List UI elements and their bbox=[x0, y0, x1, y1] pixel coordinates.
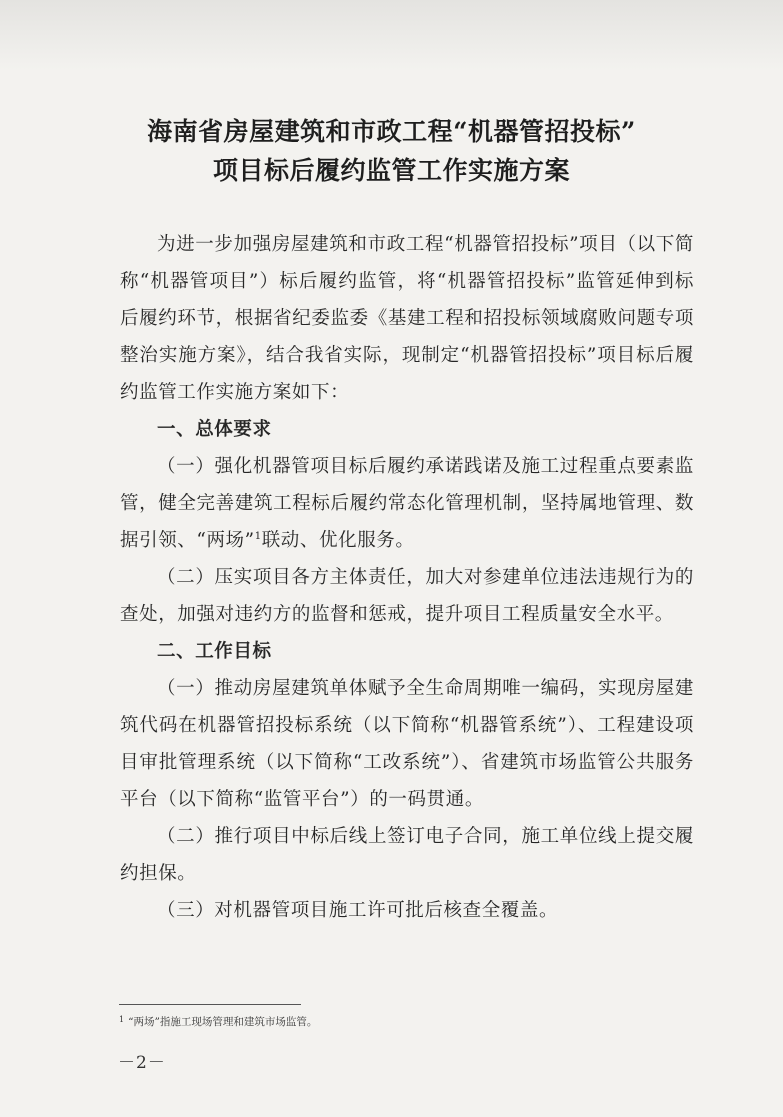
footnote bbox=[119, 1014, 679, 1029]
paragraph-2-2: （二）推行项目中标后线上签订电子合同，施工单位线上提交履约担保。 bbox=[120, 826, 694, 884]
paragraph-1-1 bbox=[120, 448, 694, 559]
footnote-text: “两场”指施工现场管理和建筑市场监管。 bbox=[128, 1016, 318, 1028]
section-heading-overall-requirements: 一、总体要求 bbox=[157, 419, 272, 440]
document-title-line-2: 项目标后履约监管工作实施方案 bbox=[212, 156, 570, 185]
footnote-mark: 1 bbox=[119, 1015, 125, 1024]
intro-paragraph: 为进一步加强房屋建筑和市政工程“机器管招投标”项目（以下简称“机器管项目”）标后履约监管，将“机器管招投标”监管延伸到标后履约环节，根据省纪委监委《基建工程和招投标领域腐败问题专项整治实施方案》，结合我省实际，现制定“机器管招投标”项目标后履约监管工作实施方案如下： bbox=[120, 234, 694, 403]
scan-shadow bbox=[0, 0, 783, 70]
paragraph-1-1-text: （一）强化机器管项目标后履约承诺践诺及施工过程重点要素监管，健全完善建筑工程标后履约常态化管理机制，坚持属地管理、数据引领、“两场” bbox=[120, 456, 694, 551]
footnote-divider bbox=[119, 1004, 301, 1005]
page-number: －2－ bbox=[118, 1053, 166, 1073]
paragraph-2-3: （三）对机器管项目施工许可批后核查全覆盖。 bbox=[157, 900, 559, 921]
paragraph-2-1: （一）推动房屋建筑单体赋予全生命周期唯一编码，实现房屋建筑代码在机器管招投标系统（以下简称“机器管系统”）、工程建设项目审批管理系统（以下简称“工改系统”）、省建筑市场监管公共服务平台（以下简称“监管平台”）的一码贯通。 bbox=[120, 678, 694, 810]
document-title-line-1: 海南省房屋建筑和市政工程“机器管招投标” bbox=[147, 117, 636, 146]
paragraph-1-1-text-end: 联动、优化服务。 bbox=[261, 530, 415, 551]
document-body bbox=[120, 226, 694, 929]
section-heading-work-goals: 二、工作目标 bbox=[157, 641, 272, 662]
paragraph-1-2: （二）压实项目各方主体责任，加大对参建单位违法违规行为的查处，加强对违约方的监督和惩戒，提升项目工程质量安全水平。 bbox=[120, 567, 694, 625]
footnote-reference: 1 bbox=[254, 531, 262, 542]
